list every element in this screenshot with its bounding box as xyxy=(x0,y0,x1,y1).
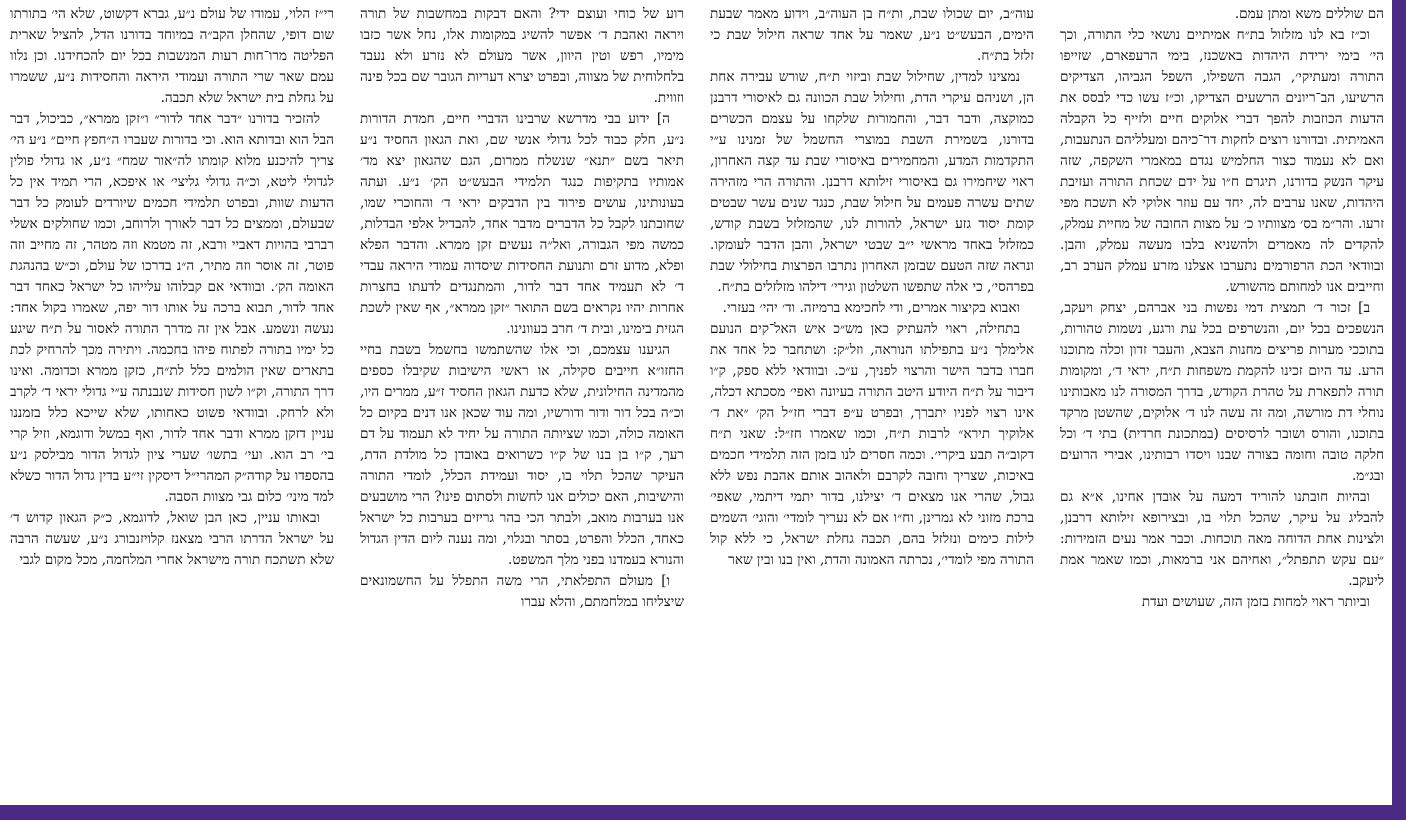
paragraph: רי״ז הלוי, עמודו של עולם נ״ע, גברא דקשוט, שלא הי׳ בתורתו שום דופי, שהחלן הקב״ה במיוחד בדורנו הדל, להציל שארית הפליטה מרו־חות רעות המנשבות בכל יום להכחידנו. וכן נלוו עמם שאר שרי התורה ועמודי היראה והחסידות נ״ע, ששמרו על גחלת בית ישראל שלא תכבה. xyxy=(10,6,334,106)
paragraph: רוע של כוחי ועוצם ידי? והאם דבקות במחשבות של תורה ויראה ואהבת ד׳ אפשר להשיג במקומות אלו, נחל אשר כזבו מימיו, רפש וטין היוון, אשר מעולם לא נזרע ולא נעבד בלחלוחית של מצווה, ובפרט יצרא דעריות הגובר שם בכל פינה וזווית. xyxy=(360,6,684,106)
column-2 xyxy=(710,4,1034,804)
page-frame-right xyxy=(1392,0,1406,820)
paragraph: עוה״ב, יום שכולו שבת, ות״ח בן העוה״ב, וידוע מאמר שבעת הימים, הבעש״ט נ״ע, שאמר על אחד שראה חילול שבת כי זלזל בת״ח. xyxy=(710,6,1034,64)
paragraph: ה] ידוע בבי מדרשא שרבינו הדברי חיים, חמדת הדורות נ״ע, חלק כבוד לכל גדולי אנשי שם, ואת הגאון החסיד נ״ע תיאר בשם ״תנא״ שנשלח ממרום, הגם שהגאון יצא מד׳ אמותיו בתקיפות כנגד תלמידי הבעש״ט הק׳ נ״ע. ועתה בעונותינו, עושים פירוד בין הדבקים יראי ד׳ והחוכרי שמו, שחובתנו לקבל כל הדברים מדבר אחד, להבדיל אלפי הבדלות, כמשה מפי הגבורה, ואל״ה נעשים זקן ממרא. והדבר הפלא ופלא, מדוע זרם ותנועת החסידות שיסדוה עמודי היראה עבדי ד׳ לא תעמיד אחד דבר לדור, והמתנגדים לדעתו בחצרות אחרות יהיו נקראים בשם התואר ״זקן ממרא״, אף שאין לשכת הגזית בימינו, ובית ד׳ חרב בעוונינו. xyxy=(360,111,684,337)
paragraph: ו] מעולם התפלאתי, הרי משה התפלל על החשמונאים שיצליחו במלחמתם, והלא עברו xyxy=(360,573,684,610)
paragraph: ובהיות חובתנו להוריד דמעה על אובדן אחינו, א״א גם להבליג על עיקר, שהכל תלוי בו, ובצירופא זילותא דרבנן, ולצינות אחת הדוחה מאה תוכחות. וכבר אמר נעים הזמירות: ״עם עקש תתפתל״, ואחיהם אני ברמאות, וכמו שאמר אמת ליעקב. xyxy=(1060,489,1384,589)
paragraph: ב] זכור ד׳ תמצית דמי נפשות בני אברהם, יצחק ויעקב, הנשפכים בכל יום, והנשרפים בכל עת ורגע, נשמות טהורות, בתוככי מערות פריצים מחנות הצבא, והעבר זדון וכלה מתוכנו הרע. עד היום זכינו להקמת משפחות ת״ח, יראי ד׳, ומקומות תורה לתפארת על טהרת הקודש, בדרך המסורה לנו מאבותינו נוחלי דת מורשה, ומה זה עשה לנו ד׳ אלוקים, שהשטן מרקד בתוכנו, והורס ושובר לרסיסים (במתכונת חרדית) בתי ד׳ וכל חלקה טובה וחומה בצורה שבנו ויסדו רבותינו, אבירי הרועים ובג״מ. xyxy=(1060,300,1384,484)
paragraph: וביותר ראוי למחות בזמן הזה, שעושים ועדת xyxy=(1141,594,1370,610)
paragraph: הם שוללים משא ומתן עמם. xyxy=(1234,6,1384,22)
article-columns xyxy=(6,4,1384,804)
paragraph: בתחילה, ראוי להעתיק כאן מש״כ איש האל־קים הנועם אלימלך נ״ע בתפילתו הנוראה, וזל״ק: ושתחבר כל אחד את חברו בדבר הישר והרצוי לפניך, ע״כ. ובוודאי ללא ספק, ק״ו דיבור על ת״ח היודע היטב התורה בעיונה ואפי׳ מסכתא דכלה, אינו רצוי לפניו יתברך, ובפרט ע״פ דברי חז״ל הק׳ ״את ד׳ אלוקיך תירא״ לרבות ת״ח, וכמו שאמרו חז״ל: שאני ת״ח דקוב״ה תבע ביקרי׳. וכמה חסרים לנו בזמן הזה תלמידי חכמים באיכות, שצריך וחובה לקרבם ולאהוב אותם אהבת נפש ללא גבול, שהרי אנו מצאים ד׳ יצילנו, בדור יתמי דיתמי, שאפי׳ ברכת מזוני לא גמרינן, וח״ו אם לא נעריך לומדי׳ והוגי׳ השמים לילות כימים ונזלזל בהם, תכבה גחלת ישראל, כי ללא קול התורה מפי לומדי׳, נכרתה האמונה והדת, ואין בנו ובין שאר xyxy=(710,321,1034,568)
paragraph: וכ״ז בא לנו מזלזול בת״ח אמיתיים נושאי כלי התורה, וכך הי׳ בימי ירידת היהדות באשכנז, בימי הרעפארם, שזייפו התורה ומעתיקי׳, הגבה השפילו, השפל הגביהו, הצדיקים הרשיעו, הב־ריונים הרשעים הצדיקו, וכ״ז עשו כדי לבסס את הדעות הכוזבות להפך דברי אלוקים חיים ולזייף כל הקבלה האמיתית. ובדורנו רוצים לחקות דר־כיהם ומעלליהם הנתעבות, ואם לא נעמוד כצור החלמיש נגדם במאמרי השקפה, שזה עיקר הנשק בדורנו, תיגרם ח״ו על ידם שכחת התורה ועזיבת היהדות, שאנו ערבים לה, יחד עם עוזר אלוקי לא תשכח מפי זרעו. והר״מ בס׳ מצוותיו כ׳ על מצות החובה של מחיית עמלק, להקדים לה מאמרים ולהשניא בלבו מעשה עמלק, והבן. ובוודאי הכת הרפורמים נתערבו אצלנו מזרע עמלק הערב רב, וחייבים אנו למחותם מהשורש. xyxy=(1060,27,1384,295)
paragraph: ובאותו עניין, כאן הבן שואל, לדוגמא, כ״ק הגאון קדוש ד׳ על ישראל הדרתו הרבי מצאנז קלויזנבורג נ״ע, שעשה הרבה שלא תשתכח תורה מישראל אחרי המלחמה, מכל מקום לגבי xyxy=(10,510,334,568)
column-3 xyxy=(360,4,684,804)
paragraph: להזכיר בדורנו ״דבר אחד לדור״ ו״זקן ממרא״, כביכול, דבר הבל הוא ובדותא הוא. וכי בדורות שעברו ה״חפץ חיים״ נ״ע הי׳ צריך להיכנע מלוא קומתו לה״אור שמח״ נ״ע, או גדולי פולין לגדולי ליטא, וכ״ה גדולי גליצי׳ או איפכא, הרי תמיד אין כל הדעות שוות, ובפרט תלמידי חכמים שיורדים לעומק כל דבר שבעולם, וממצים כל דבר לאורך ולרוחב, וכמו שחולקים אשלי רברבי בהויות דאביי ורבא, זה מטמא וזה מטהר, זה מחייב וזה פוטר, זה אוסר וזה מתיר, ה״נ בדרכו של עולם, וכ״ש בהנהגת האומה הק׳. ובוודאי אם קבלוהו עלייהו כל ישראל כאחד דבר אחד לדור, תבוא ברכה על אותו דור יפה, שאמרו בקול אחד: נעשה ונשמע. אבל אין זה מדרך התורה לאסור על ת״ח שיגע כל ימיו בתורה לפתוח פיהו בחכמה. ויתירה מכך להרחיק לכת בתארים שאין הולמים כלל לת״ח, כזקן ממרא וכדומה. ואינו דרך התורה, וק״ו לשון חסידות שנבנתה ע״י גדולי יראי ד׳ לקרב ולא לרחק. ובוודאי פשוט כאחותו, שלא שייכא כלל בזמננו עניין דזקן ממרא ודבר אחד לדור, ואף במשל ודוגמא, וזיל קרי בי׳ רב הוא. ועי׳ בתשו׳ שערי ציון לגדול הדור מבילסק נ״ע בהספדו על קודה״ק המהרי״ל דיסקין זי״ע בדין גדול הדור כשלא למד מיני׳ כלום גבי מצוות הסבה. xyxy=(10,111,334,505)
paragraph: ואבוא בקיצור אמרים, ודי לחכימא ברמיזה. וד׳ יהי׳ בעזרי. xyxy=(722,300,1020,316)
paragraph: נמצינו למדין, שחילול שבת וביזוי ת״ח, שורש עבירה אחת הן, ושניהם עיקרי הדת, וחילול שבת הכוונה גם לאיסורי דרבנן כמוקצה, ודבר דבר, והחמורות שלקחו על עצמם הכשרים בדורנו, בשמירת השבת במוצרי החשמל של זמנינו ע״י התקדמות המדע, והמחמירים באיסורי שבת עד קצה האחרון, ראוי שיחמירו גם באיסורי זילותא דרבנן. והתורה הרי מזהירה שתים עשרה פעמים על חילול שבת, כנגד שנים עשר שבטים קומת יסוד גזע ישראל, להורות לנו, שהמזלזל בשבת קודש, כמזלזל באחד מראשי י״ב שבטי ישראל, והבן הדבר לעומקו. ונראה שזה הטעם שבזמן האחרון נתרבו הפרצות בחילולי שבת בפרהסי׳, כי אלה שתפשו השלטון וגירי׳ דילהו מזלזלים בת״ח. xyxy=(710,69,1034,295)
paragraph: הגיענו עצמכם, וכי אלו שהשתמשו בחשמל בשבת בחיי החזו״א חייבים סקילה, או ראשי הישיבות שקיבלו כספים מהמדינה החילונית, שלא כדעת הגאון החסיד ז״ע, ממרים היו, וכ״ה בכל דור ודור ודורשיו, ומה עוד שכאן אנו דנים בקיום כל האומה כולה, וכמו שציותה התורה על יחיד לא תעמוד על דם רעך, ק״ו בן בנו של ק״ו כשרואים באובדן כל מולדת הדת, העיקר שהכל תלוי בו, יסוד ועמידת הכלל, לומדי התורה והישיבות, האם יכולים אנו לחשות ולסתום פינו? הרי מושבעים אנו בערבות מואב, ולבתר הכי בהר גריזים בערבות כל ישראל כאחד, הכלל והפרט, בסתר ובגלוי, ומה נענה ליום הדין הגדול והנורא בעמדנו בפני מלך המשפט. xyxy=(360,342,684,568)
page-frame-bottom xyxy=(0,805,1406,820)
column-1 xyxy=(1060,4,1384,804)
column-4 xyxy=(10,4,334,804)
